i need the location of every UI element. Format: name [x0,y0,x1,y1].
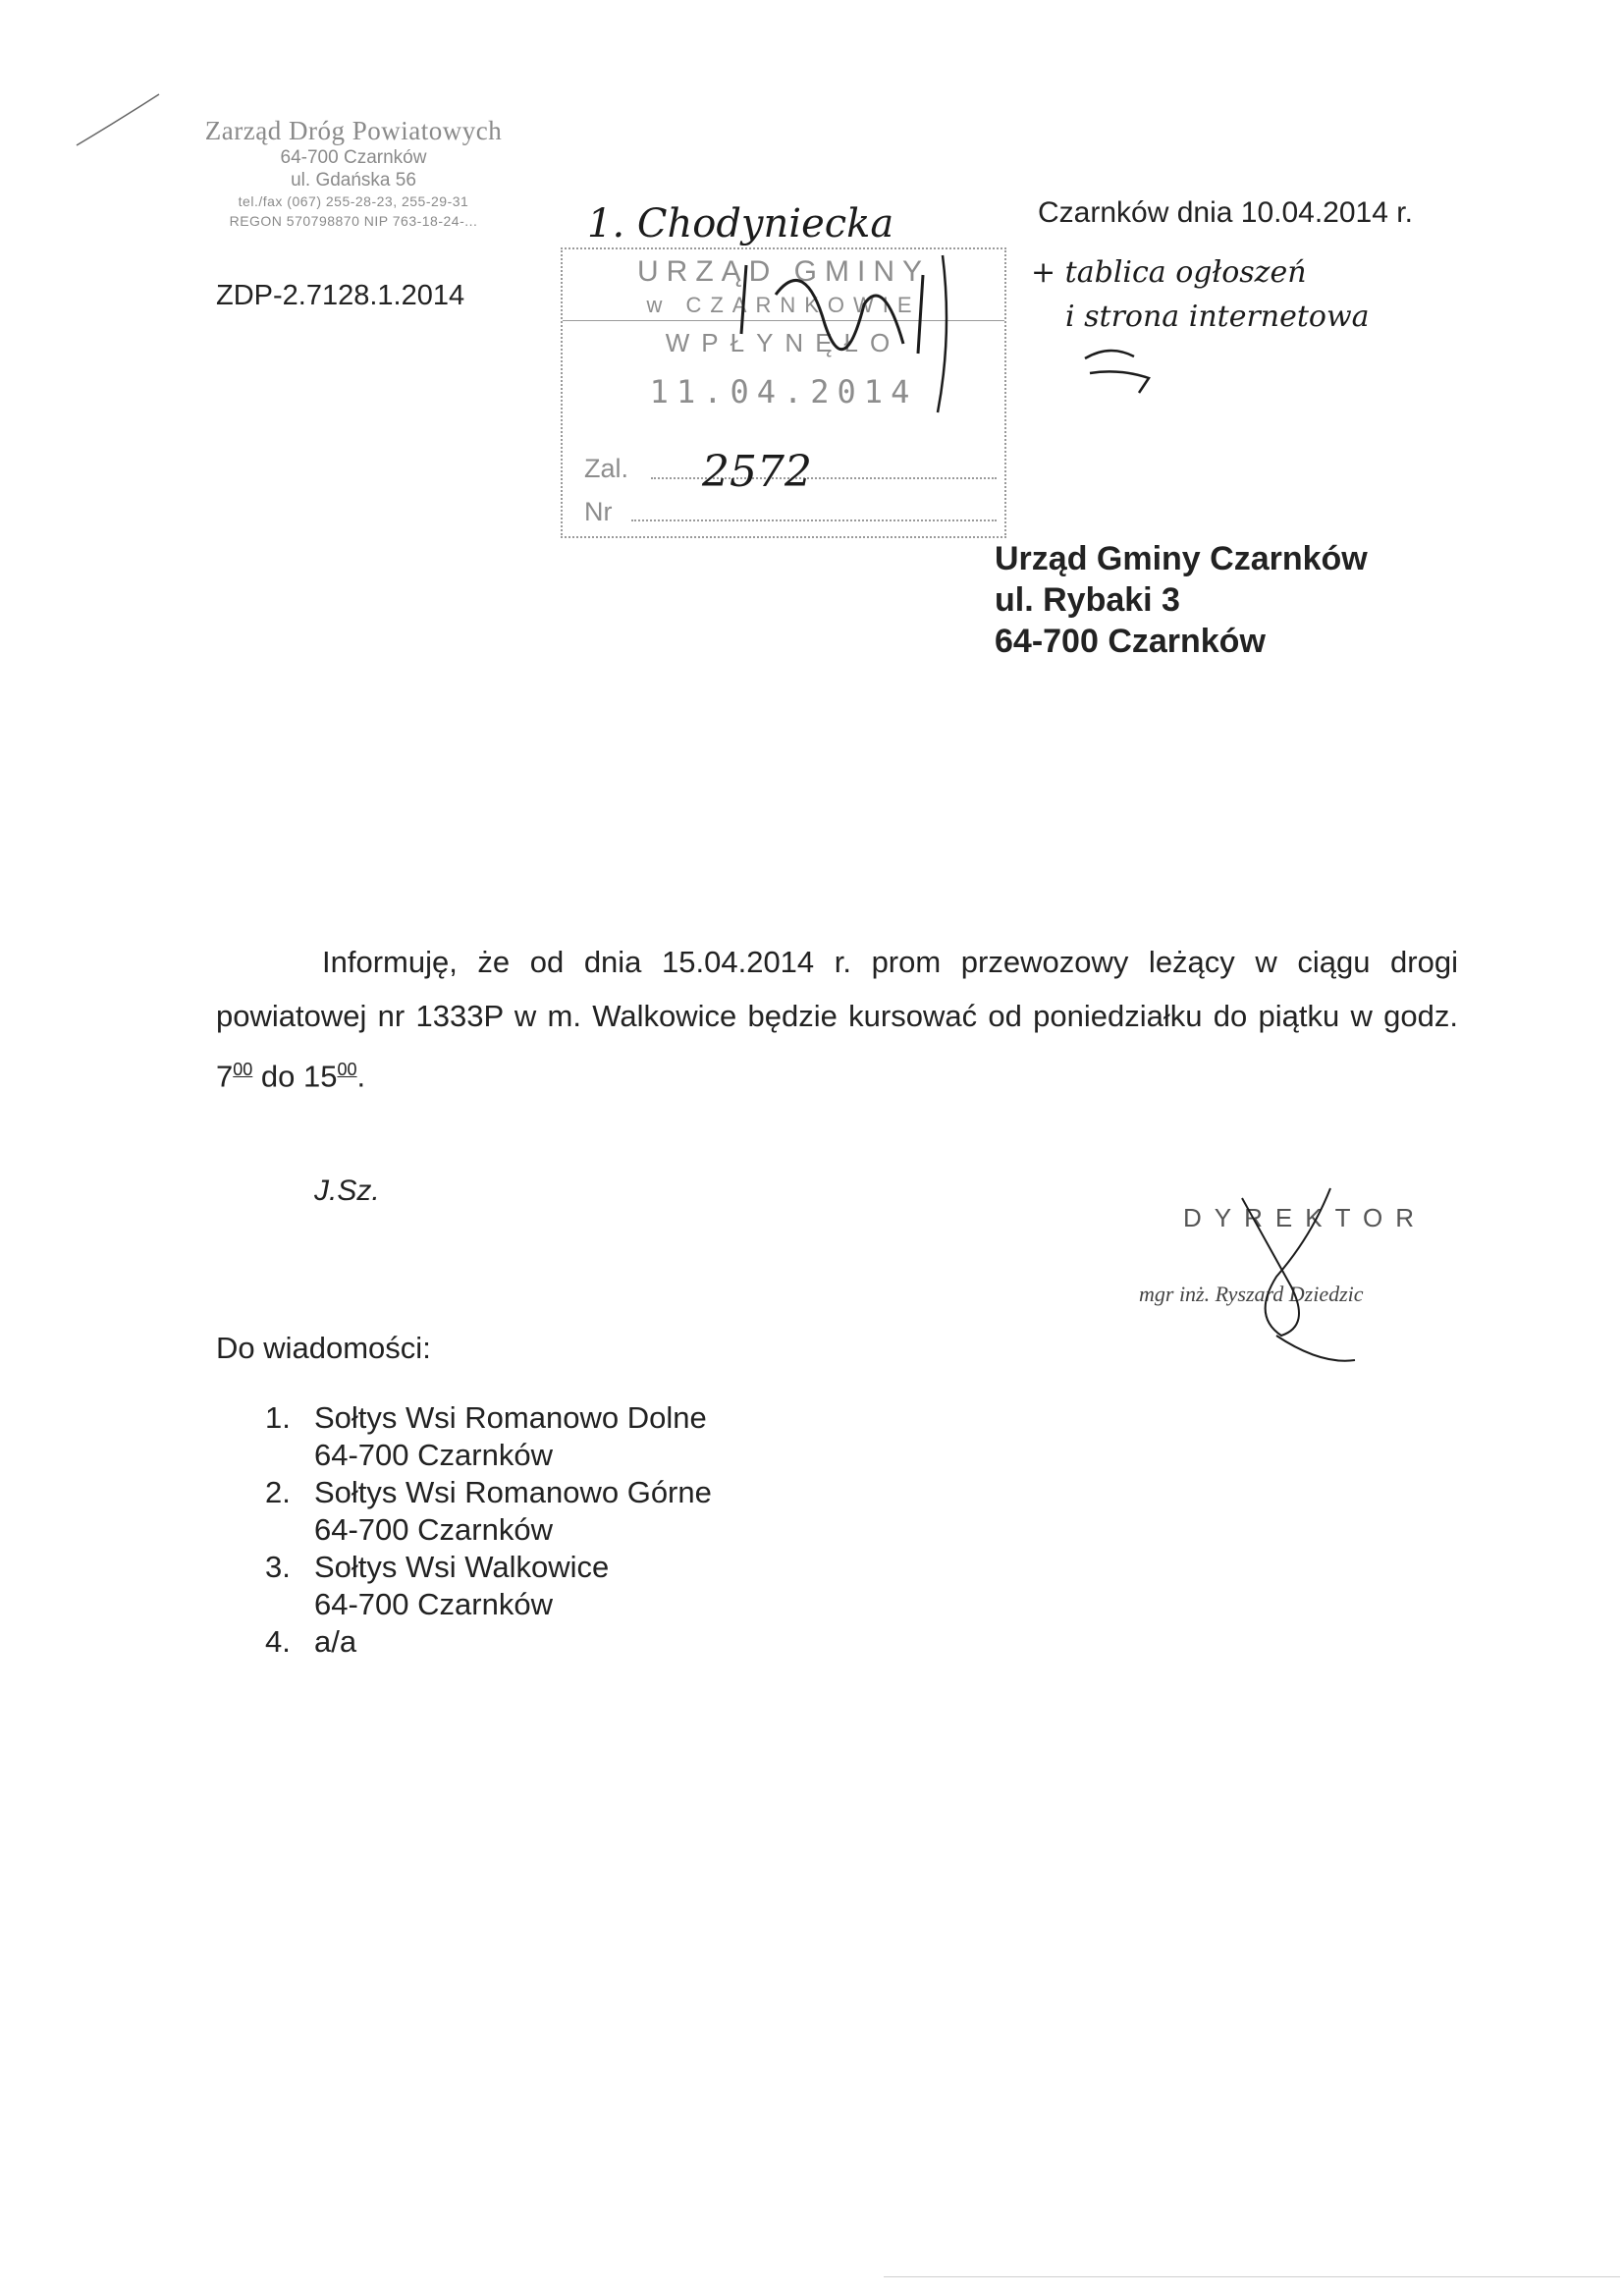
sender-street: ul. Gdańska 56 [291,170,416,191]
author-initials: J.Sz. [314,1175,380,1207]
letter-body [216,935,1458,1103]
stamp-number-handwritten: 2572 [702,447,812,497]
stamp-number-label: Nr [584,497,613,526]
handwritten-note-line2: i strona internetowa [1065,300,1370,334]
sender-regon: REGON 570798870 NIP 763-18-24-... [229,213,478,229]
recipient-street: ul. Rybaki 3 [995,581,1180,619]
handwritten-assignee: 1. Chodyniecka [587,201,894,246]
list-item-name: Sołtys Wsi Romanowo Górne [314,1475,712,1509]
recipient-city: 64-700 Czarnków [995,623,1266,660]
hour-superscript-start: 00 [233,1060,253,1079]
list-item-number: 4. [265,1624,291,1659]
list-item-number: 3. [265,1550,291,1584]
sender-stamp [167,116,540,231]
stamp-dotted-line [631,519,997,521]
sender-postal: 64-700 Czarnków [280,147,427,168]
signature-name: mgr inż. Ryszard Dziedzic [1139,1282,1364,1306]
signature-title: DYREKTOR [1183,1203,1427,1232]
list-item-address: 64-700 Czarnków [314,1512,553,1547]
body-text-part1: Informuję, że od dnia 15.04.2014 r. prom przewozowy leżący w ciągu drogi powiatowej nr 1333P w m. Walkowice będzie kursować od poniedziałku do piątku w godz. 7 [216,945,1458,1094]
cc-list [265,1399,712,1661]
body-text-part3: . [356,1059,366,1094]
list-item-number: 2. [265,1475,291,1509]
list-item-address: 64-700 Czarnków [314,1438,553,1472]
handwritten-note-line1: + tablica ogłoszeń [1031,255,1307,290]
recipient-name: Urząd Gminy Czarnków [995,540,1368,577]
cc-label: Do wiadomości: [216,1331,431,1365]
reference-number: ZDP-2.7128.1.2014 [216,280,465,311]
body-text-part2: do 15 [252,1059,338,1094]
list-item-name: Sołtys Wsi Walkowice [314,1550,610,1584]
list-item [265,1623,712,1661]
scan-edge-line [884,2276,1620,2277]
sender-name: Zarząd Dróg Powiatowych [204,116,503,145]
director-signature [1222,1178,1370,1375]
list-item [265,1399,712,1474]
stamp-received-label: WPŁYNĘŁO [665,328,902,357]
recipient-address [995,538,1368,662]
list-item-address: 64-700 Czarnków [314,1587,553,1621]
stamp-office-line1: URZĄD GMINY [637,255,930,288]
stamp-office-line2: w CZARNKOWIE [646,293,921,317]
sender-phone: tel./fax (067) 255-28-23, 255-29-31 [238,193,469,209]
list-item-number: 1. [265,1400,291,1435]
list-item-name: a/a [314,1624,357,1659]
stamp-attachments-label: Zal. [584,454,629,483]
list-item [265,1549,712,1623]
handwritten-signature-scribble [717,236,1011,481]
hour-superscript-end: 00 [337,1060,357,1079]
list-item-name: Sołtys Wsi Romanowo Dolne [314,1400,707,1435]
list-item [265,1474,712,1549]
document-date: Czarnków dnia 10.04.2014 r. [1038,196,1413,229]
handwritten-initial-mark [1080,339,1168,398]
pen-stroke-mark [69,86,167,155]
stamp-received-date: 11.04.2014 [649,373,918,410]
